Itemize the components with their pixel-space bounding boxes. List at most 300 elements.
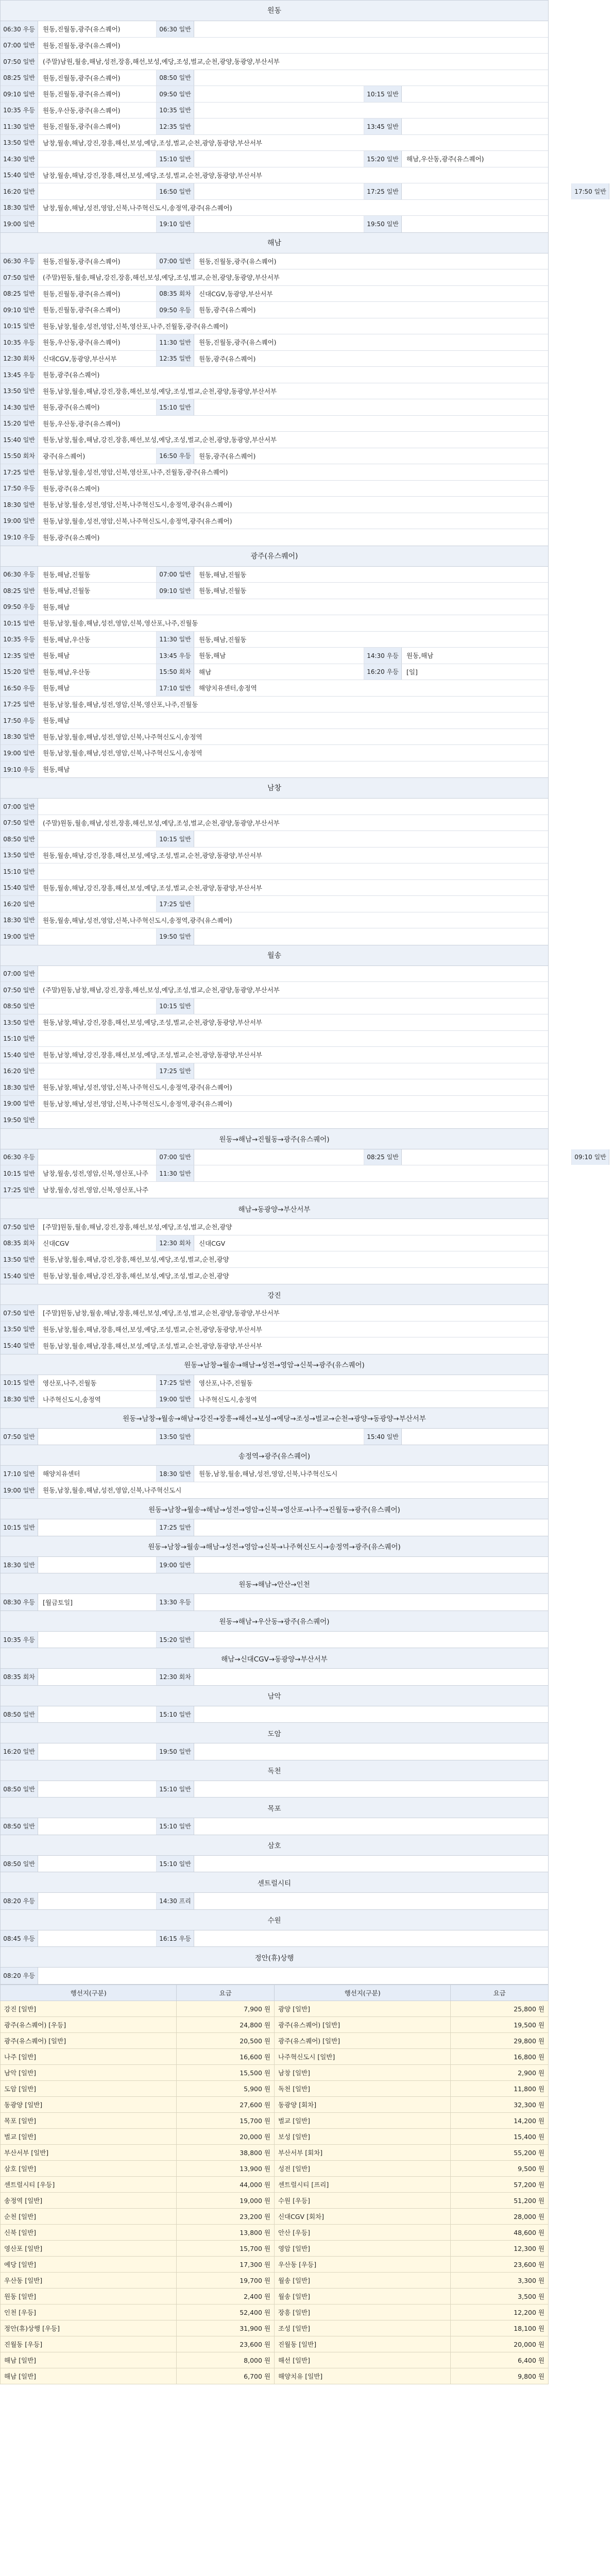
departure-time[interactable]: 13:50 일반 <box>1 848 38 863</box>
schedule-section <box>0 0 606 233</box>
departure-time[interactable]: 06:30 우등 <box>1 253 38 269</box>
departure-time[interactable]: 15:40 일반 <box>1 880 38 896</box>
via-stops <box>194 216 364 232</box>
schedule-row <box>1 912 548 929</box>
fare-amount: 24,800 원 <box>177 2016 275 2032</box>
departure-time[interactable]: 18:30 일반 <box>1 1079 38 1095</box>
fare-row <box>1 2001 549 2016</box>
schedule-row <box>1 863 548 880</box>
departure-time[interactable]: 09:10 일반 <box>157 583 194 599</box>
departure-time[interactable]: 07:50 일반 <box>1 1305 38 1321</box>
departure-time[interactable]: 17:25 일반 <box>157 1063 194 1079</box>
departure-time[interactable]: 15:40 일반 <box>1 1047 38 1063</box>
fare-amount: 15,700 원 <box>177 2112 275 2128</box>
departure-time[interactable]: 19:00 일반 <box>1 1482 38 1499</box>
fare-amount: 44,000 원 <box>177 2176 275 2192</box>
fare-destination: 원동 [일반] <box>1 2288 177 2304</box>
schedule-row <box>1 21 548 38</box>
via-stops: 신대CGV,동광양,부산서부 <box>199 290 273 298</box>
departure-time[interactable]: 17:50 일반 <box>572 183 609 199</box>
via-stops <box>38 183 157 199</box>
departure-time[interactable]: 10:35 일반 <box>157 103 194 118</box>
departure-time[interactable]: 19:00 일반 <box>1 1096 38 1112</box>
fare-destination: 영산포 [일반] <box>1 2240 177 2256</box>
departure-time[interactable]: 18:30 일반 <box>1 497 38 513</box>
fare-row <box>1 2304 549 2320</box>
fare-row <box>1 2176 549 2192</box>
departure-time[interactable]: 07:00 일반 <box>157 567 194 583</box>
fare-destination: 광양 [일반] <box>274 2001 450 2016</box>
departure-time[interactable]: 07:00 일반 <box>157 1149 194 1165</box>
departure-time[interactable]: 17:25 일반 <box>157 1519 194 1536</box>
departure-time[interactable]: 09:50 일반 <box>157 86 194 102</box>
departure-time[interactable]: 08:25 일반 <box>1 286 38 302</box>
fare-destination: 남악 [일반] <box>1 2064 177 2080</box>
via-stops: 원동,우산동,광주(유스퀘어) <box>38 334 157 350</box>
schedule-row <box>1 1706 548 1723</box>
schedule-row <box>1 1391 548 1408</box>
via-stops: 원동,진월동,광주(유스퀘어) <box>38 21 157 37</box>
schedule-row <box>1 1063 548 1080</box>
fare-row <box>1 2048 549 2064</box>
via-stops: 원동,광주(유스퀘어) <box>43 533 100 541</box>
departure-time[interactable]: 19:10 우등 <box>1 761 38 778</box>
fare-row <box>1 2032 549 2048</box>
departure-time[interactable]: 07:50 일반 <box>1 54 38 70</box>
departure-time[interactable]: 13:50 일반 <box>1 1251 38 1267</box>
departure-time[interactable]: 15:20 일반 <box>364 151 402 167</box>
departure-time[interactable]: 16:15 우등 <box>157 1930 194 1947</box>
section-title: 남창 <box>1 778 548 799</box>
departure-time[interactable]: 07:50 일반 <box>1 269 38 285</box>
departure-time[interactable]: 07:00 일반 <box>1 799 38 815</box>
departure-time[interactable]: 09:50 우등 <box>1 599 38 615</box>
route-banner: 강진 <box>0 1284 549 1305</box>
schedule-row <box>1 745 548 761</box>
departure-time[interactable]: 13:50 일반 <box>1 1321 38 1337</box>
departure-time[interactable]: 19:00 일반 <box>1 928 38 945</box>
fare-header: 행선지(구분) <box>274 1985 450 2001</box>
departure-time[interactable]: 07:50 일반 <box>1 1219 38 1235</box>
departure-time[interactable]: 15:40 일반 <box>364 1429 402 1445</box>
fare-amount: 23,600 원 <box>177 2336 275 2352</box>
departure-time[interactable]: 19:00 일반 <box>157 1391 194 1408</box>
departure-time[interactable]: 13:45 일반 <box>364 118 402 134</box>
departure-time[interactable]: 12:35 일반 <box>157 351 194 367</box>
via-stops: 원동,남창,월송,해남,성전,영암,신북,나주혁신도시,송정역 <box>43 733 202 741</box>
via-stops: 원동,해남,진월동 <box>199 587 247 595</box>
schedule-row <box>1 70 548 87</box>
fare-amount: 55,200 원 <box>451 2144 549 2160</box>
schedule-row <box>1 432 548 448</box>
departure-time[interactable]: 17:25 일반 <box>157 1375 194 1391</box>
via-stops: 원동,우산동,광주(유스퀘어) <box>43 419 121 428</box>
schedule-row <box>1 1047 548 1063</box>
departure-time[interactable]: 10:35 우등 <box>1 1632 38 1648</box>
departure-time[interactable]: 15:10 일반 <box>157 1781 194 1798</box>
fare-destination: 강진 [일반] <box>1 2001 177 2016</box>
departure-time[interactable]: 16:50 우등 <box>1 680 38 696</box>
departure-time[interactable]: 18:30 일반 <box>1 729 38 745</box>
departure-time[interactable]: 16:20 우등 <box>364 664 402 680</box>
departure-time[interactable]: 08:20 우등 <box>1 1968 38 1984</box>
departure-time[interactable]: 15:40 일반 <box>1 1337 38 1354</box>
fare-amount: 14,200 원 <box>451 2112 549 2128</box>
departure-time[interactable]: 11:30 일반 <box>157 632 194 648</box>
via-stops <box>194 1893 548 1909</box>
fare-destination: 조성 [일반] <box>274 2320 450 2336</box>
departure-time[interactable]: 15:40 일반 <box>1 432 38 448</box>
departure-time[interactable]: 12:35 일반 <box>1 648 38 664</box>
schedule-row <box>1 1856 548 1872</box>
via-stops <box>609 183 614 199</box>
route-schedule <box>0 1818 549 1835</box>
departure-time[interactable]: 14:30 프리 <box>157 1893 194 1909</box>
via-stops: 원동,진월동,광주(유스퀘어) <box>199 338 277 347</box>
fare-row <box>1 2096 549 2112</box>
fare-amount: 32,300 원 <box>451 2096 549 2112</box>
departure-time[interactable]: 15:40 일반 <box>1 167 38 183</box>
fare-amount: 15,400 원 <box>451 2128 549 2144</box>
fare-row <box>1 2064 549 2080</box>
departure-time[interactable]: 15:10 일반 <box>1 1031 38 1047</box>
fare-row <box>1 2112 549 2128</box>
schedule-row <box>1 928 548 945</box>
schedule-row <box>1 697 548 713</box>
departure-time[interactable]: 19:50 일반 <box>157 1743 194 1760</box>
departure-time[interactable]: 18:30 일반 <box>1 1557 38 1573</box>
via-stops <box>38 1781 157 1798</box>
departure-time[interactable]: 10:35 우등 <box>1 334 38 350</box>
departure-time[interactable]: 08:50 일반 <box>1 1706 38 1723</box>
departure-time[interactable]: 19:50 일반 <box>157 928 194 945</box>
schedule-row <box>1 1781 548 1798</box>
departure-time[interactable]: 18:30 일반 <box>1 1391 38 1408</box>
schedule-row <box>1 302 548 318</box>
departure-time[interactable]: 11:30 일반 <box>1 118 38 134</box>
via-stops <box>194 70 548 86</box>
departure-time[interactable]: 08:50 일반 <box>1 1781 38 1798</box>
via-stops: 원동,진월동,광주(유스퀘어) <box>199 257 277 265</box>
fare-row <box>1 2336 549 2352</box>
schedule-row <box>1 1235 548 1252</box>
departure-time[interactable]: 12:30 회차 <box>157 1235 194 1251</box>
fare-destination: 센트럴시티 [우등] <box>1 2176 177 2192</box>
departure-time[interactable]: 10:15 일반 <box>364 86 402 102</box>
fare-destination: 나주 [일반] <box>1 2048 177 2064</box>
departure-time[interactable]: 07:50 일반 <box>1 815 38 831</box>
schedule-row <box>1 318 548 335</box>
departure-time[interactable]: 08:45 우등 <box>1 1930 38 1947</box>
via-stops: 원동,진월동,광주(유스퀘어) <box>43 41 121 49</box>
departure-time[interactable]: 15:10 일반 <box>157 1818 194 1835</box>
schedule-row <box>1 982 548 998</box>
fare-row <box>1 2208 549 2224</box>
schedule-row <box>1 1429 548 1445</box>
via-stops: 원동,남창,월송,해남,강진,장흥,해선,보성,예당,조성,벌교,순천,광양,동광양,부산서부 <box>43 387 277 395</box>
departure-time[interactable]: 08:20 우등 <box>1 1893 38 1909</box>
departure-time[interactable]: 08:25 일반 <box>1 70 38 86</box>
schedule-row <box>1 848 548 864</box>
departure-time[interactable]: 11:30 일반 <box>157 334 194 350</box>
departure-time[interactable]: 15:10 일반 <box>157 1856 194 1872</box>
departure-time[interactable]: 09:50 우등 <box>157 302 194 318</box>
via-stops: 원동,해남 <box>43 717 70 725</box>
departure-time[interactable]: 08:50 일반 <box>157 70 194 86</box>
fare-destination: 목포 [일반] <box>1 2112 177 2128</box>
via-stops <box>38 1063 157 1079</box>
via-stops <box>402 216 548 232</box>
departure-time[interactable]: 17:50 우등 <box>1 713 38 728</box>
via-stops <box>194 998 548 1014</box>
departure-time[interactable]: 13:45 우등 <box>157 648 194 664</box>
departure-time[interactable]: 15:20 일반 <box>1 416 38 432</box>
departure-time[interactable]: 19:00 일반 <box>1 513 38 529</box>
schedule-row <box>1 448 548 465</box>
departure-time[interactable]: 14:30 일반 <box>1 151 38 167</box>
fare-amount: 12,200 원 <box>451 2304 549 2320</box>
departure-time[interactable]: 06:30 우등 <box>1 21 38 37</box>
via-stops: 원동,해남,진월동 <box>38 583 157 599</box>
departure-time[interactable]: 17:25 일반 <box>1 464 38 480</box>
fare-row <box>1 2192 549 2208</box>
departure-time[interactable]: 15:50 회차 <box>1 448 38 464</box>
fare-destination: 광주(유스퀘어) [일반] <box>274 2032 450 2048</box>
departure-time[interactable]: 15:10 일반 <box>157 399 194 415</box>
departure-time[interactable]: 08:50 일반 <box>1 1856 38 1872</box>
via-stops <box>194 1165 548 1181</box>
fare-amount: 57,200 원 <box>451 2176 549 2192</box>
departure-time[interactable]: 09:10 일반 <box>1 302 38 318</box>
departure-time[interactable]: 13:30 우등 <box>157 1594 194 1611</box>
via-stops: 원동,남창,월송,성전,영암,신북,나주혁신도시,송정역,광주(유스퀘어) <box>43 501 232 509</box>
schedule-row <box>1 1251 548 1268</box>
fare-destination: 신북 [일반] <box>1 2224 177 2240</box>
departure-time[interactable]: 17:25 일반 <box>1 1182 38 1198</box>
via-stops: 원동,진월동,광주(유스퀘어) <box>38 70 157 86</box>
departure-time[interactable]: 07:50 일반 <box>1 982 38 998</box>
schedule-row <box>1 334 548 351</box>
schedule-row <box>1 632 548 648</box>
departure-time[interactable]: 15:10 일반 <box>157 1706 194 1723</box>
departure-time[interactable]: 19:50 일반 <box>1 1112 38 1128</box>
departure-time[interactable]: 16:50 우등 <box>157 448 194 464</box>
departure-time[interactable]: 19:00 일반 <box>1 745 38 761</box>
departure-time[interactable]: 07:00 일반 <box>1 966 38 982</box>
departure-time[interactable]: 10:15 일반 <box>1 615 38 631</box>
via-stops: 원동,광주(유스퀘어) <box>43 484 100 493</box>
departure-time[interactable]: 16:20 일반 <box>1 183 38 199</box>
departure-time[interactable]: 19:50 일반 <box>364 216 402 232</box>
departure-time[interactable]: 15:20 일반 <box>1 664 38 680</box>
fare-destination: 해선 [일반] <box>274 2352 450 2368</box>
schedule-row <box>1 998 548 1015</box>
via-stops: 신대CGV <box>199 1239 226 1247</box>
schedule-row <box>1 497 548 513</box>
departure-time[interactable]: 08:30 우등 <box>1 1594 38 1611</box>
fare-destination: 해양치유 [일반] <box>274 2368 450 2384</box>
departure-time[interactable]: 12:30 회차 <box>157 1669 194 1685</box>
departure-time[interactable]: 13:45 우등 <box>1 367 38 383</box>
via-stops: 나주혁신도시,송정역 <box>38 1391 157 1408</box>
departure-time[interactable]: 13:50 일반 <box>1 1014 38 1030</box>
via-stops <box>38 998 157 1014</box>
via-stops: 원동,월송,해남,성전,영암,신북,나주혁신도시,송정역,광주(유스퀘어) <box>43 916 232 924</box>
departure-time[interactable]: 10:15 일반 <box>1 1165 38 1181</box>
departure-time[interactable]: 08:35 회차 <box>1 1235 38 1251</box>
departure-time[interactable]: 08:50 일반 <box>1 1818 38 1835</box>
via-stops: 원동,남창,월송,해남,성전,영암,신북,나주혁신도시,송정역 <box>43 749 202 757</box>
route-banner: 원동→남창→월송→해남→성전→영암→신북→나주혁신도시→송정역→광주(유스퀘어) <box>0 1536 549 1557</box>
via-stops <box>38 1706 157 1723</box>
via-stops: 남창,월송,성전,영암,신북,영산포,나주 <box>38 1165 157 1181</box>
departure-time[interactable]: 07:00 일반 <box>1 38 38 54</box>
via-stops <box>38 151 157 167</box>
departure-time[interactable]: 14:30 일반 <box>1 399 38 415</box>
fare-destination: 보성 [일반] <box>274 2128 450 2144</box>
fare-destination: 부산서부 [일반] <box>1 2144 177 2160</box>
departure-time[interactable]: 08:25 일반 <box>1 583 38 599</box>
via-stops: 남창,월송,해남,강진,장흥,해선,보성,예당,조성,벌교,순천,광양,동광양,부산서부 <box>43 139 262 147</box>
route-schedule <box>0 1669 549 1686</box>
via-stops <box>194 1781 548 1798</box>
departure-time[interactable]: 17:25 일반 <box>1 697 38 713</box>
departure-time[interactable]: 06:30 우등 <box>1 1149 38 1165</box>
departure-time[interactable]: 09:10 일반 <box>1 86 38 102</box>
route-banner: 송정역→광주(유스퀘어) <box>0 1445 549 1466</box>
departure-time[interactable]: 07:50 일반 <box>1 1429 38 1445</box>
departure-time[interactable]: 12:35 일반 <box>157 118 194 134</box>
schedule-row <box>1 383 548 400</box>
fare-amount: 6,700 원 <box>177 2368 275 2384</box>
departure-time[interactable]: 15:10 일반 <box>157 151 194 167</box>
departure-time[interactable]: 10:15 일반 <box>157 998 194 1014</box>
schedule-row <box>1 253 548 270</box>
via-stops: 남창,월송,성전,영암,신북,영산포,나주 <box>43 1186 148 1194</box>
via-stops <box>194 103 548 118</box>
fare-row <box>1 2224 549 2240</box>
schedule-row <box>1 351 548 367</box>
fare-amount: 2,900 원 <box>451 2064 549 2080</box>
schedule-row <box>1 367 548 383</box>
route-banner: 정안(휴)상행 <box>0 1947 549 1968</box>
fare-row <box>1 2240 549 2256</box>
via-stops <box>194 1818 548 1835</box>
departure-time[interactable]: 09:10 일반 <box>572 1149 609 1165</box>
route-banner: 원동→남창→월송→해남→성전→영암→신북→영산포→나주→진월동→광주(유스퀘어) <box>0 1499 549 1519</box>
schedule-row <box>1 1219 548 1235</box>
schedule-row <box>1 1149 606 1166</box>
departure-time[interactable]: 08:25 일반 <box>364 1149 402 1165</box>
departure-time[interactable]: 18:30 일반 <box>157 1466 194 1482</box>
fare-row <box>1 2288 549 2304</box>
via-stops: 원동,해남 <box>406 652 434 660</box>
fare-amount: 8,000 원 <box>177 2352 275 2368</box>
route-banner: 원동→남창→월송→해남→성전→영암→신북→광주(유스퀘어) <box>0 1354 549 1375</box>
schedule-row <box>1 1375 548 1392</box>
fare-destination: 우산동 [일반] <box>1 2272 177 2288</box>
departure-time[interactable]: 10:35 우등 <box>1 103 38 118</box>
departure-time[interactable]: 06:30 우등 <box>1 567 38 583</box>
departure-time[interactable]: 17:25 일반 <box>157 896 194 912</box>
departure-time[interactable]: 17:10 일반 <box>157 680 194 696</box>
departure-time[interactable]: 13:50 일반 <box>1 383 38 399</box>
departure-time[interactable]: 10:35 우등 <box>1 632 38 648</box>
route-banner: 도암 <box>0 1723 549 1743</box>
departure-time[interactable]: 13:50 일반 <box>1 135 38 151</box>
departure-time[interactable]: 15:40 일반 <box>1 1268 38 1284</box>
fare-row <box>1 2080 549 2096</box>
via-stops: 원동,해남 <box>38 648 157 664</box>
departure-time[interactable]: 16:20 일반 <box>1 896 38 912</box>
schedule-row <box>1 680 548 697</box>
departure-time[interactable]: 14:30 우등 <box>364 648 402 664</box>
departure-time[interactable]: 15:20 일반 <box>157 1632 194 1648</box>
departure-time[interactable]: 19:10 우등 <box>1 529 38 546</box>
fare-destination: 안산 [우등] <box>274 2224 450 2240</box>
fare-destination: 벌교 [일반] <box>1 2128 177 2144</box>
departure-time[interactable]: 08:35 회차 <box>1 1669 38 1685</box>
via-stops: 원동,남창,해남,강진,장흥,해선,보성,예당,조성,벌교,순천,광양,동광양,부산서부 <box>43 1051 262 1059</box>
departure-time[interactable]: 10:15 일반 <box>1 1375 38 1391</box>
departure-time[interactable]: 19:00 일반 <box>1 216 38 232</box>
departure-time[interactable]: 10:15 일반 <box>1 1519 38 1536</box>
departure-time[interactable]: 19:00 일반 <box>157 1557 194 1573</box>
via-stops <box>194 831 548 847</box>
departure-time[interactable]: 11:30 일반 <box>157 1165 194 1181</box>
fare-header: 행선지(구분) <box>1 1985 177 2001</box>
departure-time[interactable]: 08:50 일반 <box>1 998 38 1014</box>
schedule-row <box>1 648 548 664</box>
departure-time[interactable]: 16:20 일반 <box>1 1743 38 1760</box>
departure-time[interactable]: 16:50 일반 <box>157 183 194 199</box>
schedule-row <box>1 151 548 167</box>
departure-time[interactable]: 08:50 일반 <box>1 831 38 847</box>
via-stops: 원동,진월동,광주(유스퀘어) <box>38 86 157 102</box>
departure-time[interactable]: 18:30 일반 <box>1 200 38 216</box>
departure-time[interactable]: 08:35 회차 <box>157 286 194 302</box>
schedule-row <box>1 286 548 302</box>
schedule-row <box>1 200 548 216</box>
schedule-row <box>1 799 548 815</box>
via-stops: [월금토일] <box>38 1594 157 1611</box>
departure-time[interactable]: 16:20 일반 <box>1 1063 38 1079</box>
departure-time[interactable]: 17:50 우등 <box>1 481 38 497</box>
via-stops <box>194 1594 548 1611</box>
departure-time[interactable]: 19:10 일반 <box>157 216 194 232</box>
departure-time[interactable]: 10:15 일반 <box>1 318 38 334</box>
via-stops: 원동,해남 <box>43 603 70 611</box>
departure-time[interactable]: 10:15 일반 <box>157 831 194 847</box>
departure-time[interactable]: 15:50 회차 <box>157 664 194 680</box>
departure-time[interactable]: 07:00 일반 <box>157 253 194 269</box>
departure-time[interactable]: 06:30 일반 <box>157 21 194 37</box>
departure-time[interactable]: 18:30 일반 <box>1 912 38 928</box>
section-title: 해남 <box>1 233 548 253</box>
fare-destination: 예당 [일반] <box>1 2256 177 2272</box>
departure-time[interactable]: 15:10 일반 <box>1 863 38 879</box>
departure-time[interactable]: 12:30 회차 <box>1 351 38 367</box>
via-stops <box>38 1149 157 1165</box>
schedule-row <box>1 1930 548 1947</box>
schedule-row <box>1 713 548 729</box>
via-stops <box>402 86 548 102</box>
departure-time[interactable]: 17:25 일반 <box>364 183 402 199</box>
via-stops: 원동,광주(유스퀘어) <box>199 306 256 314</box>
departure-time[interactable]: 13:50 일반 <box>157 1429 194 1445</box>
departure-time[interactable]: 17:10 일반 <box>1 1466 38 1482</box>
fare-amount: 51,200 원 <box>451 2192 549 2208</box>
